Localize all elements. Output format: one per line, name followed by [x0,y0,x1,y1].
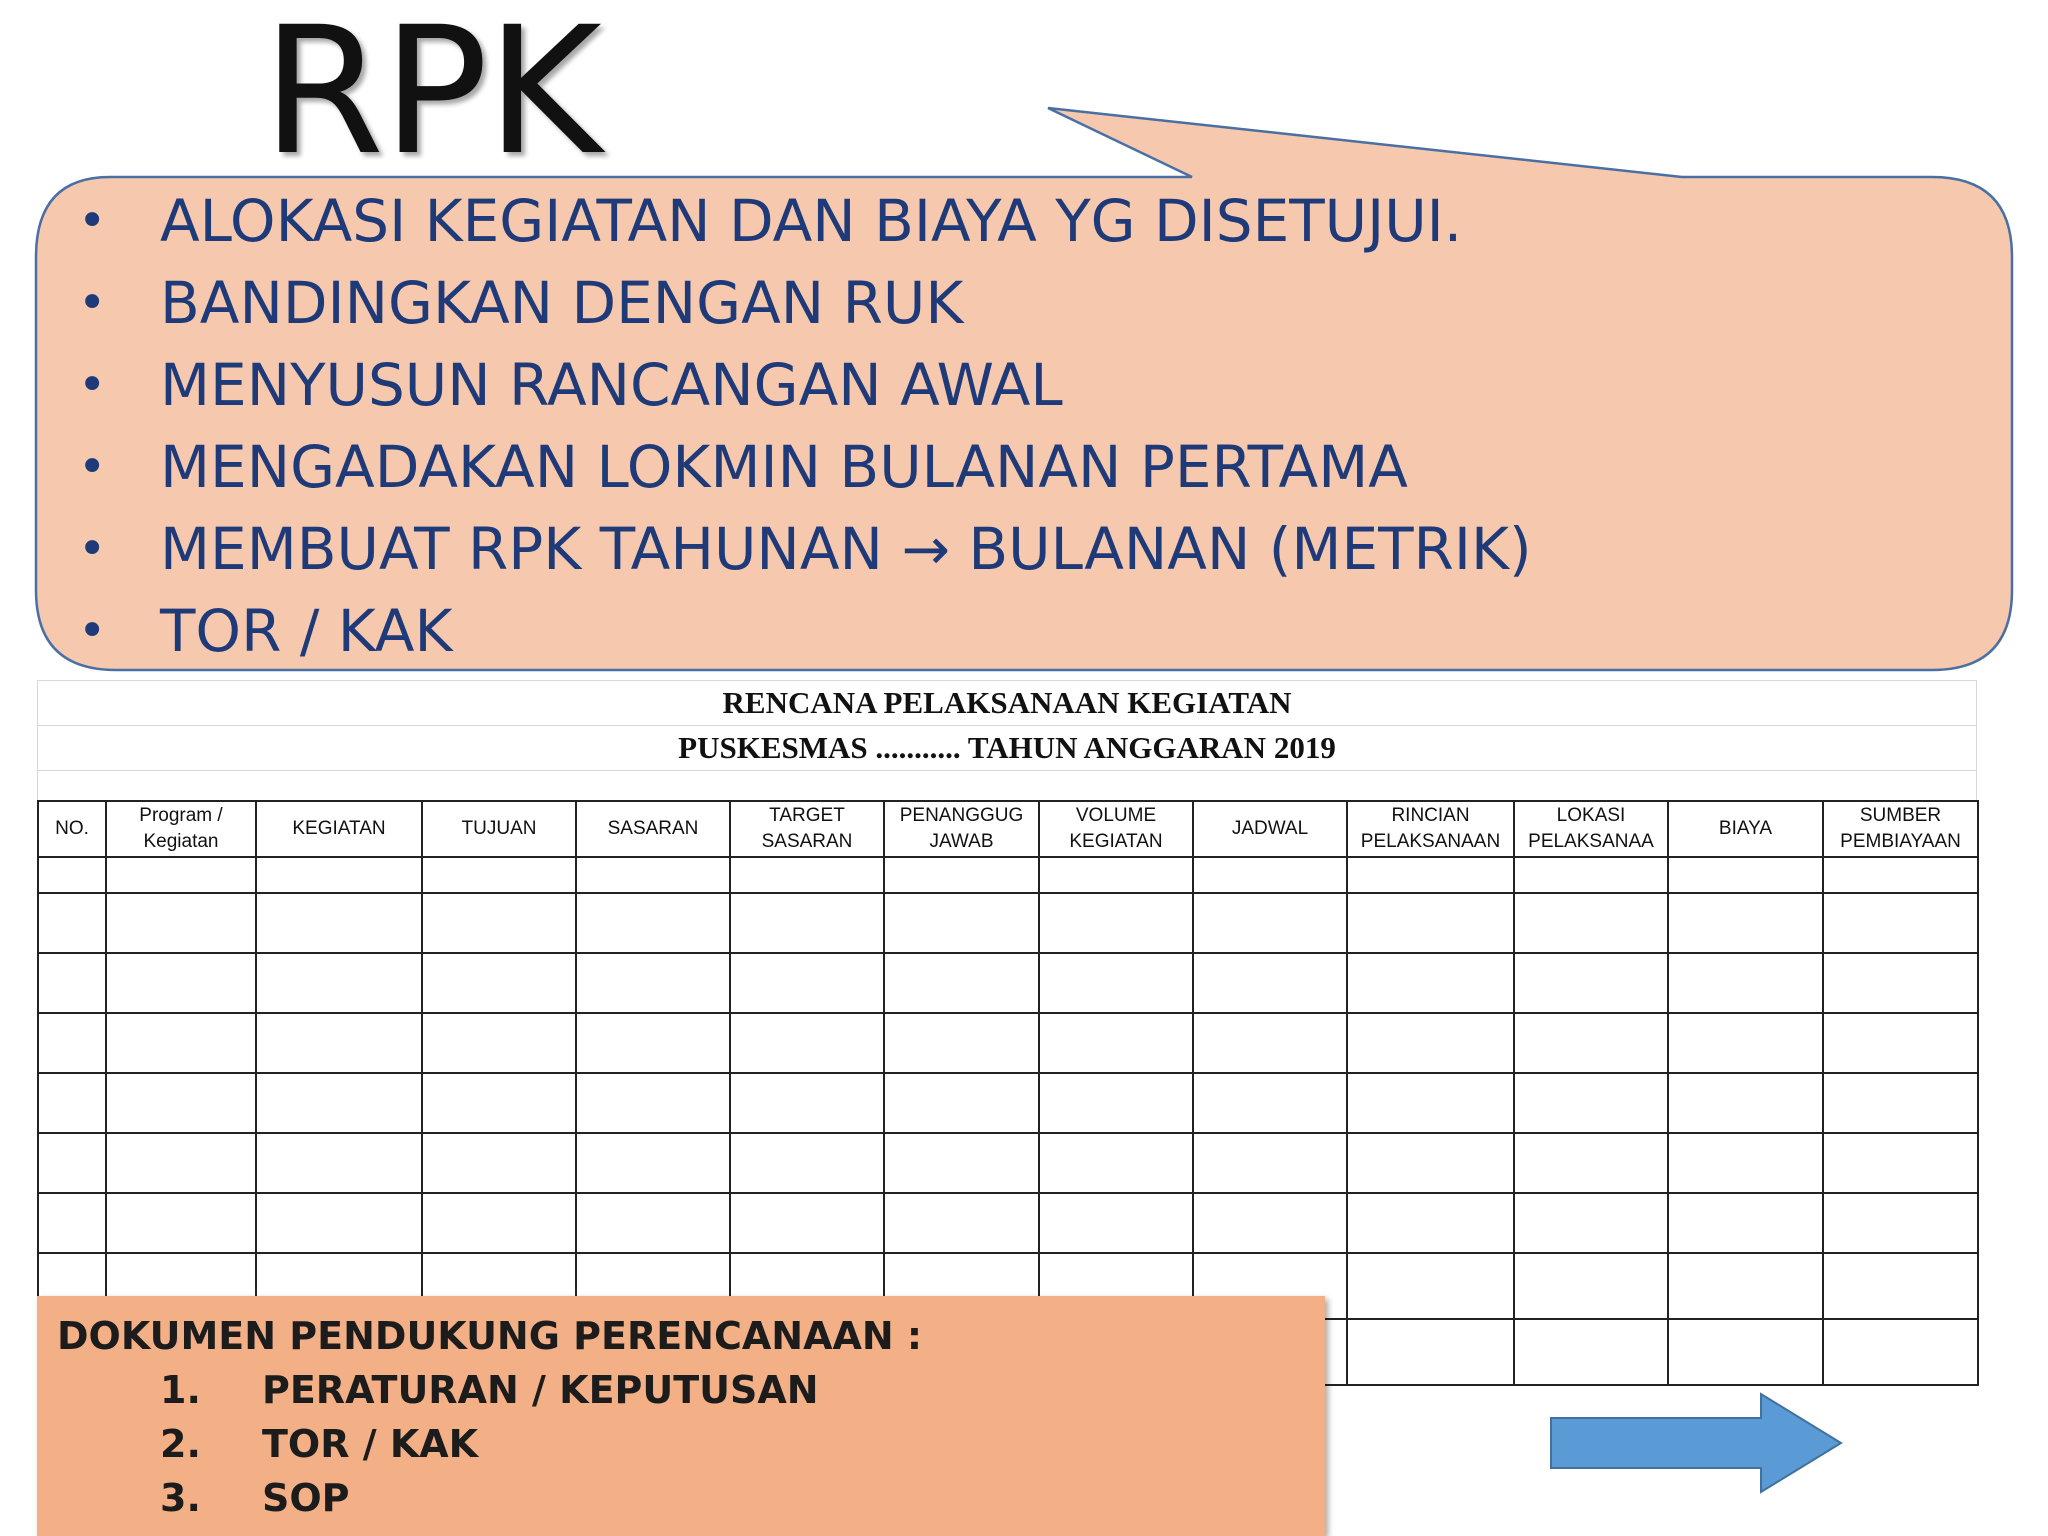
support-doc-text: TOR / KAK [262,1422,479,1466]
bullet-dot: • [78,193,107,249]
table-cell[interactable] [422,953,576,1013]
table-row [38,1133,1978,1193]
column-header: NO. [38,801,106,857]
table-cell[interactable] [576,953,730,1013]
table-cell[interactable] [1514,857,1668,893]
table-cell[interactable] [1039,1073,1193,1133]
column-header: BIAYA [1668,801,1823,857]
table-cell[interactable] [1193,1073,1347,1133]
bullet-dot: • [78,439,107,495]
table-cell[interactable] [106,953,256,1013]
table-cell[interactable] [106,857,256,893]
table-subtitle: PUSKESMAS ........... TAHUN ANGGARAN 2019 [37,726,1977,771]
table-cell[interactable] [422,893,576,953]
table-cell[interactable] [1514,1193,1668,1253]
bullet-text: MENGADAKAN LOKMIN BULANAN PERTAMA [160,433,1408,501]
table-cell[interactable] [576,857,730,893]
table-cell[interactable] [1823,893,1978,953]
column-header: JADWAL [1193,801,1347,857]
table-row [38,1013,1978,1073]
bullet-item [78,508,1532,590]
column-header: KEGIATAN [256,801,422,857]
table-header-row [38,801,1978,857]
support-doc-text: SOP [262,1476,350,1520]
table-cell[interactable] [730,1073,884,1133]
bullet-dot: • [78,357,107,413]
table-cell[interactable] [256,1013,422,1073]
column-header: TUJUAN [422,801,576,857]
table-cell[interactable] [730,893,884,953]
table-cell[interactable] [1039,1133,1193,1193]
table-cell[interactable] [730,953,884,1013]
spacer-row [37,771,1977,800]
table-cell[interactable] [1193,857,1347,893]
table-cell[interactable] [576,1073,730,1133]
table-cell[interactable] [422,1133,576,1193]
column-header: RINCIAN PELAKSANAAN [1347,801,1514,857]
table-cell[interactable] [1193,1013,1347,1073]
table-cell[interactable] [256,1193,422,1253]
table-cell[interactable] [38,857,106,893]
table-row [38,857,1978,893]
table-cell[interactable] [422,1193,576,1253]
table-title: RENCANA PELAKSANAAN KEGIATAN [37,680,1977,726]
table-cell[interactable] [1514,893,1668,953]
table-cell[interactable] [884,953,1039,1013]
bullet-item [78,590,1532,672]
table-cell[interactable] [1347,857,1514,893]
table-cell[interactable] [884,1133,1039,1193]
table-cell[interactable] [1347,893,1514,953]
table-cell[interactable] [106,1133,256,1193]
table-cell[interactable] [106,893,256,953]
table-cell[interactable] [1668,1319,1823,1385]
table-cell[interactable] [38,893,106,953]
table-cell[interactable] [730,1133,884,1193]
table-cell[interactable] [1823,1193,1978,1253]
table-cell[interactable] [1347,1319,1514,1385]
table-cell[interactable] [1668,1133,1823,1193]
table-cell[interactable] [1193,953,1347,1013]
table-cell[interactable] [1347,953,1514,1013]
bullet-item [78,344,1532,426]
table-cell[interactable] [1347,1253,1514,1319]
table-cell[interactable] [106,1193,256,1253]
table-cell[interactable] [1823,1133,1978,1193]
table-row [38,1073,1978,1133]
table-cell[interactable] [1347,1193,1514,1253]
table-cell[interactable] [1193,1133,1347,1193]
table-cell[interactable] [38,1013,106,1073]
bullet-list [78,180,1532,672]
rpk-sheet [37,680,1977,1386]
table-cell[interactable] [1823,1253,1978,1319]
table-cell[interactable] [38,1193,106,1253]
table-cell[interactable] [38,1133,106,1193]
bullet-item [78,262,1532,344]
column-header: SUMBER PEMBIAYAAN [1823,801,1978,857]
table-cell[interactable] [1668,893,1823,953]
column-header: LOKASI PELAKSANAA [1514,801,1668,857]
table-cell[interactable] [1823,1073,1978,1133]
table-cell[interactable] [38,1073,106,1133]
table-cell[interactable] [1823,1319,1978,1385]
bullet-text: MEMBUAT RPK TAHUNAN → BULANAN (METRIK) [160,515,1532,583]
bullet-text: MENYUSUN RANCANGAN AWAL [160,351,1063,419]
bullet-dot: • [78,521,107,577]
column-header: Program / Kegiatan [106,801,256,857]
table-cell[interactable] [884,893,1039,953]
bullet-text: BANDINGKAN DENGAN RUK [160,269,964,337]
table-cell[interactable] [256,1133,422,1193]
table-row [38,1193,1978,1253]
table-cell[interactable] [1668,1253,1823,1319]
table-cell[interactable] [576,1193,730,1253]
bullet-text: TOR / KAK [160,597,453,665]
bullet-item [78,426,1532,508]
table-cell[interactable] [1668,1073,1823,1133]
table-cell[interactable] [576,1013,730,1073]
bullet-text: ALOKASI KEGIATAN DAN BIAYA YG DISETUJUI. [160,187,1463,255]
table-cell[interactable] [422,1013,576,1073]
table-cell[interactable] [884,1193,1039,1253]
table-cell[interactable] [884,857,1039,893]
table-cell[interactable] [1823,1013,1978,1073]
table-cell[interactable] [1823,953,1978,1013]
table-row [38,953,1978,1013]
table-cell[interactable] [1039,857,1193,893]
table-cell[interactable] [422,857,576,893]
table-cell[interactable] [576,893,730,953]
table-cell[interactable] [1039,953,1193,1013]
table-cell[interactable] [1668,1013,1823,1073]
table-cell[interactable] [106,1013,256,1073]
table-cell[interactable] [884,1013,1039,1073]
table-cell[interactable] [1039,1013,1193,1073]
table-cell[interactable] [1347,1013,1514,1073]
table-cell[interactable] [1514,1253,1668,1319]
table-cell[interactable] [1193,1193,1347,1253]
support-docs-box [37,1296,1325,1536]
table-cell[interactable] [1039,1193,1193,1253]
table-cell[interactable] [1668,857,1823,893]
table-cell[interactable] [1823,857,1978,893]
table-cell[interactable] [576,1133,730,1193]
table-cell[interactable] [1514,953,1668,1013]
table-cell[interactable] [1193,893,1347,953]
bullet-item [78,180,1532,262]
table-cell[interactable] [256,953,422,1013]
table-cell[interactable] [1668,1193,1823,1253]
table-cell[interactable] [1039,893,1193,953]
table-cell[interactable] [1514,1133,1668,1193]
bullet-dot: • [78,275,107,331]
support-doc-number: 1. [160,1368,201,1412]
bullet-dot: • [78,603,107,659]
support-doc-number: 2. [160,1422,201,1466]
slide-title: RPK [262,0,600,194]
table-cell[interactable] [256,857,422,893]
table-cell[interactable] [256,893,422,953]
table-cell[interactable] [422,1073,576,1133]
table-cell[interactable] [1347,1073,1514,1133]
support-doc-number: 3. [160,1476,201,1520]
table-cell[interactable] [730,1013,884,1073]
table-cell[interactable] [106,1073,256,1133]
column-header: VOLUME KEGIATAN [1039,801,1193,857]
support-doc-text: PERATURAN / KEPUTUSAN [262,1368,819,1412]
table-cell[interactable] [1514,1319,1668,1385]
table-cell[interactable] [884,1073,1039,1133]
support-docs-title: DOKUMEN PENDUKUNG PERENCANAAN : [57,1314,923,1358]
table-cell[interactable] [730,857,884,893]
table-cell[interactable] [1668,953,1823,1013]
column-header: PENANGGUG JAWAB [884,801,1039,857]
table-cell[interactable] [1347,1133,1514,1193]
table-cell[interactable] [1514,1073,1668,1133]
column-header: TARGET SASARAN [730,801,884,857]
right-arrow-icon[interactable] [1545,1390,1845,1500]
table-cell[interactable] [256,1073,422,1133]
table-row [38,893,1978,953]
table-cell[interactable] [38,953,106,1013]
table-cell[interactable] [1514,1013,1668,1073]
column-header: SASARAN [576,801,730,857]
table-cell[interactable] [730,1193,884,1253]
